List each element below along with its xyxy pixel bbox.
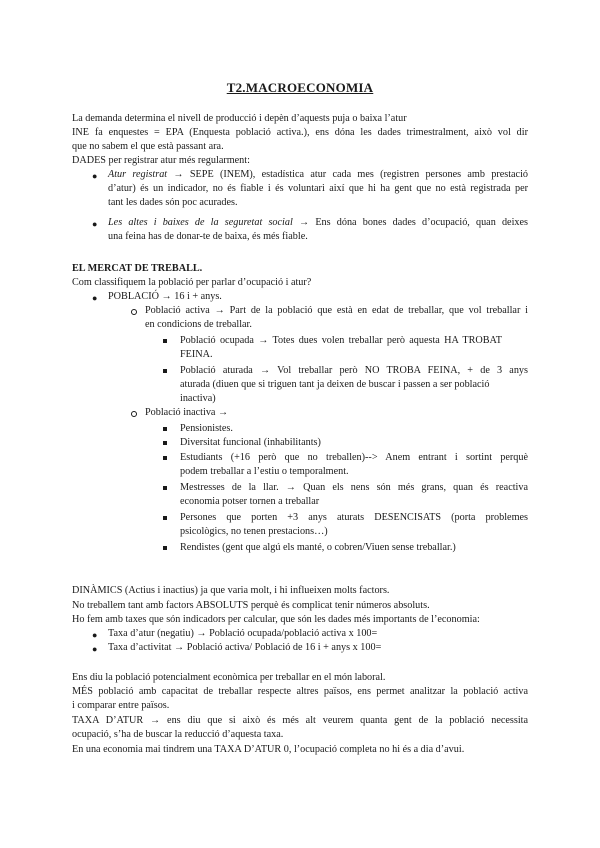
atur-registrat-line-2: d’atur) és un indicador, no és fiable i és voluntari així que hi ha gent que no està registrada per [108,183,528,194]
closing-line-5: ocupació, s’ha de buscar la reducció d’aquesta taxa. [72,729,284,740]
aturada-line-2: aturada (diuen que si triguen tant ja deixen de buscar i passen a ser població [180,379,490,390]
taxa-activitat-line: Taxa d’activitat → Població activa/ Població de 16 i + anys x 100= [108,642,382,653]
page-title: T2.MACROECONOMIA [226,80,374,95]
bullet-square-icon [163,369,167,373]
bullet-square-icon [163,427,167,431]
ocupada-line-2: FEINA. [180,349,213,360]
intro-line-2: INE fa enquestes = EPA (Enquesta població activa.), ens dóna les dades trimestralment, això vol dir [72,127,528,138]
inactiva-item-rendistes: Rendistes (gent que algú els manté, o cobren/Viuen sense treballar.) [180,542,456,553]
bullet-dot-icon: ● [92,630,98,640]
inactiva-item-estudiants-1: Estudiants (+16 però que no treballen)--> Anem entrant i sortint perquè [180,452,528,463]
inactiva-item-estudiants-2: podem treballar a l’estiu o temporalment. [180,466,349,477]
activa-line-1: Població activa → Part de la població que està en edat de treballar, que vol treballar i [145,305,528,316]
bullet-square-icon [163,456,167,460]
bullet-dot-icon: ● [92,293,98,303]
inactiva-item-mestresses-1: Mestresses de la llar. → Quan els nens són més grans, quan és reactiva [180,482,528,493]
closing-line-3: i comparar entre països. [72,700,170,711]
bullet-dot-icon: ● [92,171,98,181]
section-heading-mercat: EL MERCAT DE TREBALL. [72,263,203,274]
altes-baixes-line-1 [108,216,528,230]
inactiva-item-pensionistes: Pensionistes. [180,423,233,434]
closing-line-1: Ens diu la població potencialment econòmica per treballar en el món laboral. [72,672,386,683]
intro-line-3: que no sabem el que està passant ara. [72,141,224,152]
atur-registrat-text: → SEPE (INEM), estadística atur cada mes (registren persones amb prestació [167,169,528,180]
bullet-square-icon [163,441,167,445]
closing-line-4: TAXA D’ATUR → ens diu que si això és més alt veurem quanta gent de la població necessita [72,715,528,726]
dinamics-line-2: No treballem tant amb factors ABSOLUTS perquè és complicat tenir números absoluts. [72,600,430,611]
bullet-square-icon [163,516,167,520]
taxa-atur-line: Taxa d’atur (negatiu) → Població ocupada/població activa x 100= [108,628,378,639]
atur-registrat-line-3: tant les dades són poc acurades. [108,197,238,208]
inactiva-item-desencisats-1: Persones que porten +3 anys aturats DESENCISATS (porta problemes [180,512,528,523]
bullet-dot-icon: ● [92,644,98,654]
closing-line-2: MÉS població amb capacitat de treballar respecte altres països, ens permet analitzar la població activa [72,686,528,697]
bullet-dot-icon: ● [92,219,98,229]
altes-baixes-text: → Ens dóna bones dades d’ocupació, quan deixes [292,217,528,228]
ocupada-line-1: Població ocupada → Totes dues volen treballar però aquesta HA TROBAT [180,335,502,346]
dinamics-line-3: Ho fem amb taxes que són indicadors per calcular, que són les dades més importants de l’economia: [72,614,480,625]
atur-registrat-line-1 [108,168,528,182]
mercat-question: Com classifiquem la població per parlar d’ocupació i atur? [72,277,312,288]
poblacio-line: POBLACIÓ → 16 i + anys. [108,291,222,302]
bullet-square-icon [163,546,167,550]
inactiva-item-diversitat: Diversitat funcional (inhabilitants) [180,437,321,448]
atur-registrat-label: Atur registrat [108,169,168,180]
altes-baixes-label: Les altes i baixes de la seguretat social [108,217,293,228]
intro-line-4: DADES per registrar atur més regularment: [72,155,250,166]
altes-baixes-line-2: una feina has de donar-te de baixa, és més fiable. [108,231,308,242]
aturada-line-3: inactiva) [180,393,216,404]
intro-line-1: La demanda determina el nivell de producció i depèn d’aquests puja o baixa l’atur [72,113,407,124]
closing-line-6: En una economia mai tindrem una TAXA D’ATUR 0, l’ocupació completa no hi és a dia d’avui. [72,744,465,755]
inactiva-line: Població inactiva → [145,407,229,418]
dinamics-line-1: DINÀMICS (Actius i inactius) ja que varia molt, i hi influeixen molts factors. [72,585,390,596]
bullet-square-icon [163,486,167,490]
bullet-square-icon [163,339,167,343]
inactiva-item-desencisats-2: psicològics, no tenen prestacions…) [180,526,328,537]
inactiva-item-mestresses-2: economia potser tornen a treballar [180,496,320,507]
aturada-line-1: Població aturada → Vol treballar però NO TROBA FEINA, + de 3 anys [180,365,528,376]
bullet-circle-icon [131,411,137,417]
bullet-circle-icon [131,309,137,315]
activa-line-2: en condicions de treballar. [145,319,252,330]
